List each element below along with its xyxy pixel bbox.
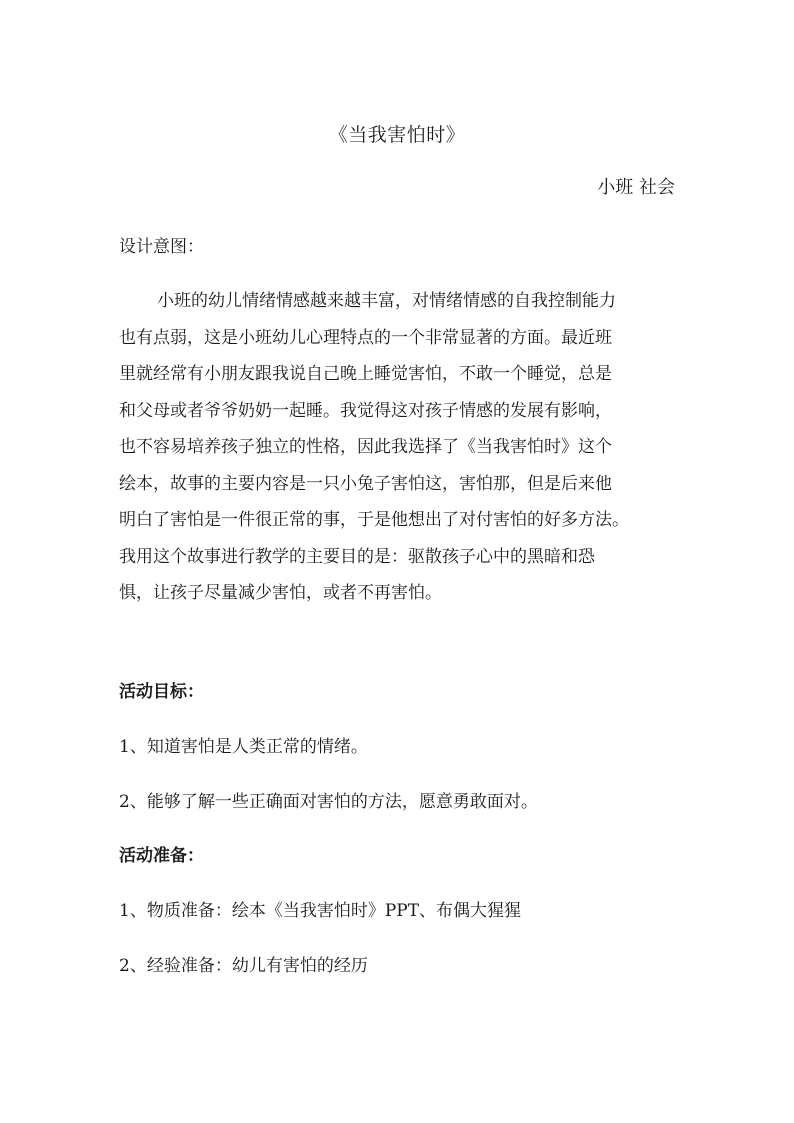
goals-heading: 活动目标：	[119, 682, 204, 702]
paragraph-line: 惧，让孩子尽量减少害怕，或者不再害怕。	[119, 583, 442, 603]
preparation-heading: 活动准备：	[119, 846, 204, 866]
design-intent-heading: 设计意图：	[119, 237, 204, 257]
goal-item: 1、知道害怕是人类正常的情绪。	[119, 737, 368, 757]
paragraph-line: 绘本，故事的主要内容是一只小兔子害怕这，害怕那，但是后来他	[119, 473, 612, 494]
preparation-item: 1、物质准备：绘本《当我害怕时》PPT、布偶大猩猩	[119, 901, 522, 921]
preparation-item: 2、经验准备：幼儿有害怕的经历	[119, 956, 368, 976]
paragraph-line: 里就经常有小朋友跟我说自己晚上睡觉害怕，不敢一个睡觉，总是	[119, 364, 612, 384]
paragraph-line: 明白了害怕是一件很正常的事，于是他想出了对付害怕的好多方法。	[119, 510, 629, 530]
paragraph-line: 小班的幼儿情绪情感越来越丰富，对情绪情感的自我控制能力	[157, 291, 616, 311]
document-title: 《当我害怕时》	[328, 124, 466, 146]
goal-item: 2、能够了解一些正确面对害怕的方法，愿意勇敢面对。	[119, 792, 538, 812]
paragraph-line: 和父母或者爷爷奶奶一起睡。我觉得这对孩子情感的发展有影响，	[119, 400, 612, 421]
paragraph-line: 也有点弱，这是小班幼儿心理特点的一个非常显著的方面。最近班	[119, 327, 612, 348]
paragraph-line: 我用这个故事进行教学的主要目的是：驱散孩子心中的黑暗和恐	[119, 546, 595, 567]
paragraph-line: 也不容易培养孩子独立的性格，因此我选择了《当我害怕时》这个	[119, 437, 612, 457]
design-intent-paragraph	[119, 283, 694, 612]
document-subtitle: 小班 社会	[597, 177, 675, 198]
